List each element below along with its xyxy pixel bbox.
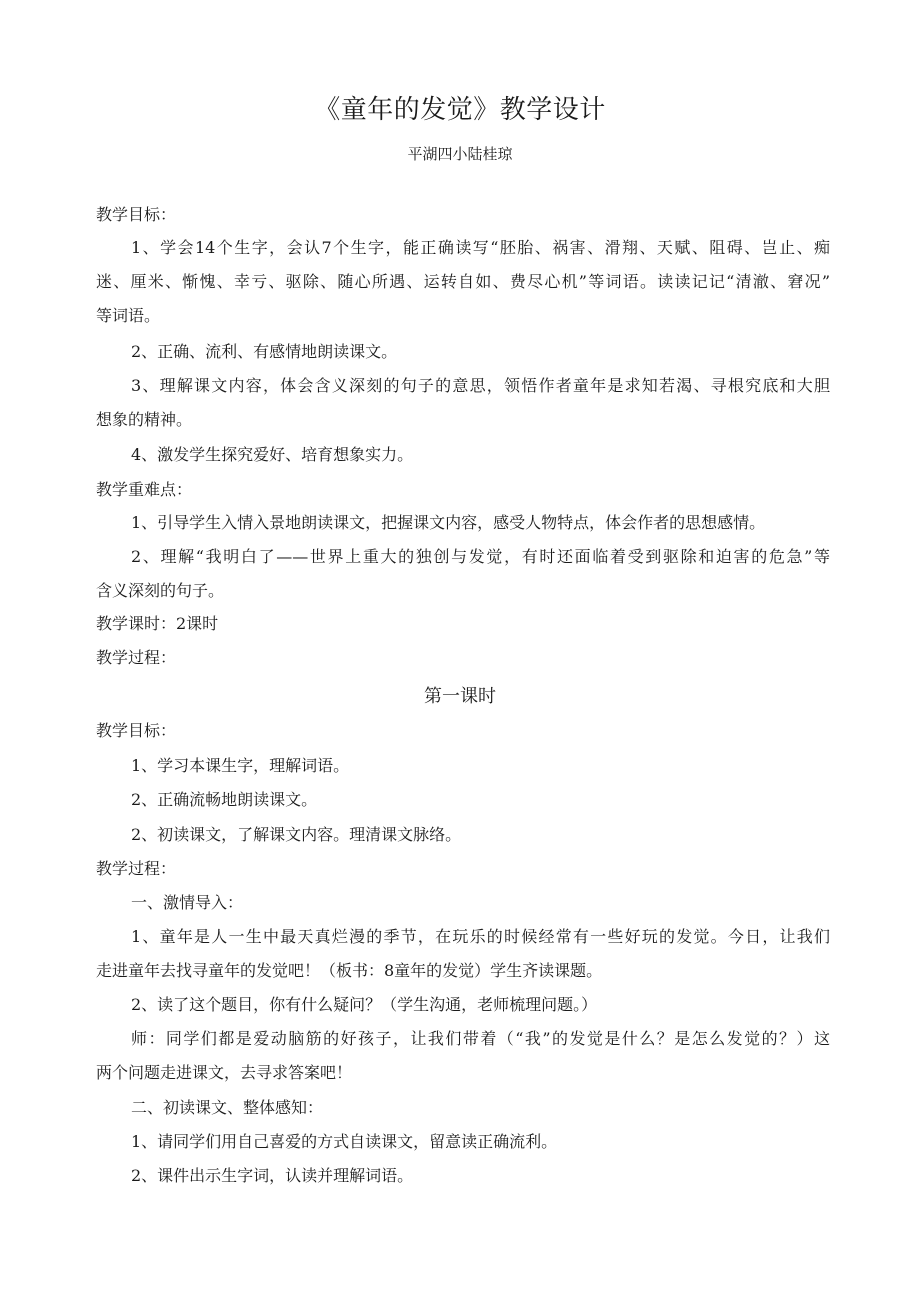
teacher-line-2: 两个问题走进课文，去寻求答案吧！	[96, 1063, 353, 1082]
step-1-item-1-line-1: 1、童年是人一生中最天真烂漫的季节，在玩乐的时候经常有一些好玩的发觉。今日，让我们	[131, 927, 830, 946]
key-points-heading: 教学重难点：	[96, 480, 193, 499]
step-1-item-2: 2、读了这个题目，你有什么疑问？（学生沟通，老师梳理问题。）	[131, 995, 598, 1014]
document-title: 《童年的发觉》教学设计	[314, 95, 606, 125]
process-heading: 教学过程：	[96, 648, 177, 667]
goals-heading: 教学目标：	[96, 205, 177, 224]
key-point-2-line-2: 含义深刻的句子。	[96, 581, 225, 600]
lesson-goals-heading: 教学目标：	[96, 721, 177, 740]
lesson-hours: 教学课时：2课时	[96, 614, 219, 633]
lesson-goal-3: 2、初读课文，了解课文内容。理清课文脉络。	[131, 825, 462, 844]
teacher-line-1: 师：同学们都是爱动脑筋的好孩子，让我们带着（“我”的发觉是什么？是怎么发觉的？）这	[131, 1029, 830, 1048]
step-1-item-1-line-2: 走进童年去找寻童年的发觉吧！（板书：8童年的发觉）学生齐读课题。	[96, 961, 603, 980]
key-point-1: 1、引导学生入情入景地朗读课文，把握课文内容，感受人物特点，体会作者的思想感情。	[131, 513, 766, 532]
document-author: 平湖四小陆桂琼	[407, 145, 513, 163]
goal-3-line-1: 3、理解课文内容，体会含义深刻的句子的意思，领悟作者童年是求知若渴、寻根究底和大胆	[131, 376, 830, 395]
key-point-2-line-1: 2、理解“我明白了——世界上重大的独创与发觉，有时还面临着受到驱除和迫害的危急”等	[131, 547, 830, 566]
lesson-process-heading: 教学过程：	[96, 859, 177, 878]
section-title: 第一课时	[424, 686, 496, 707]
goal-1-line-2: 迷、厘米、惭愧、幸亏、驱除、随心所遇、运转自如、费尽心机”等词语。读读记记“清澈、窘况”	[96, 272, 830, 291]
goal-1-line-1: 1、学会14个生字，会认7个生字，能正确读写“胚胎、祸害、滑翔、天赋、阻碍、岂止、痴	[131, 238, 830, 257]
step-2-item-2: 2、课件出示生字词，认读并理解词语。	[131, 1166, 414, 1185]
step-2-item-1: 1、请同学们用自己喜爱的方式自读课文，留意读正确流利。	[131, 1132, 558, 1151]
goal-2: 2、正确、流利、有感情地朗读课文。	[131, 342, 398, 361]
step-2-heading: 二、初读课文、整体感知：	[131, 1098, 324, 1117]
lesson-goal-1: 1、学习本课生字，理解词语。	[131, 756, 350, 775]
lesson-goal-2: 2、正确流畅地朗读课文。	[131, 790, 318, 809]
goal-1-line-3: 等词语。	[96, 306, 161, 325]
step-1-heading: 一、激情导入：	[131, 893, 244, 912]
goal-4: 4、激发学生探究爱好、培育想象实力。	[131, 445, 414, 464]
goal-3-line-2: 想象的精神。	[96, 410, 193, 429]
